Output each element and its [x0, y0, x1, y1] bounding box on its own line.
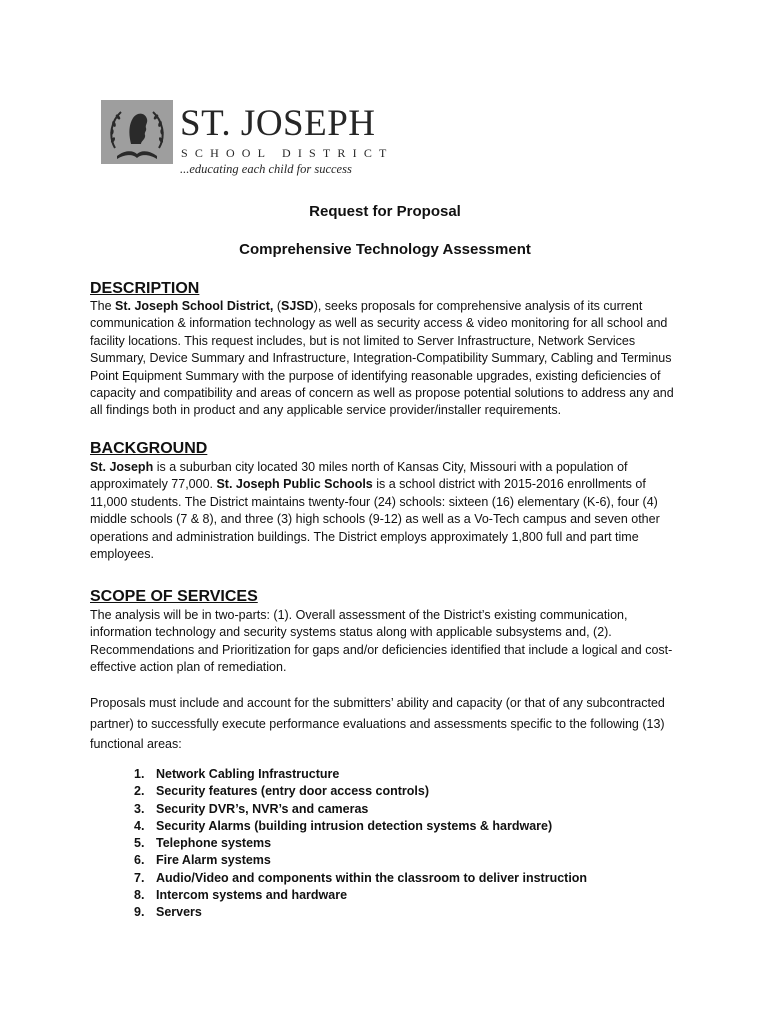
background-bold-city: St. Joseph — [90, 460, 154, 474]
list-item-label: Security DVR’s, NVR’s and cameras — [156, 801, 369, 816]
list-item-number: 3. — [134, 801, 145, 816]
list-item — [134, 852, 587, 869]
functional-areas-list — [134, 766, 587, 922]
logo-subtitle: SCHOOL DISTRICT — [181, 146, 394, 160]
background-text-1: is a suburban city located 30 miles north of Kansas City, Missouri with a population of approximately 77,000. — [90, 460, 628, 492]
description-heading: DESCRIPTION — [90, 280, 200, 297]
list-item-number: 1. — [134, 767, 145, 781]
document-subtitle: Comprehensive Technology Assessment — [239, 241, 531, 258]
list-item-label: Security features (entry door access controls) — [156, 784, 430, 799]
description-bold-sjsd: SJSD — [281, 299, 314, 313]
list-item — [134, 904, 587, 921]
list-item-label: Audio/Video and components within the classroom to deliver instruction — [156, 870, 588, 885]
scope-paragraph-1: The analysis will be in two-parts: (1). Overall assessment of the District’s existing communication, information technology and security systems status along with applicable subsystems and, (2). Recommendations and Prioritization for gaps and/or deficiencies identified that include a logical and cost-effective action plan of remediation. — [90, 608, 673, 675]
list-item — [134, 801, 587, 818]
background-heading: BACKGROUND — [90, 440, 208, 457]
description-text-1: The — [90, 299, 116, 313]
list-item — [134, 887, 587, 904]
description-text-2: ( — [273, 299, 282, 313]
list-item — [134, 766, 587, 783]
list-item-number: 7. — [134, 870, 145, 885]
list-item — [134, 870, 587, 887]
logo-name: ST. JOSEPH — [180, 103, 376, 144]
list-item-label: Telephone systems — [156, 836, 272, 851]
list-item-label: Fire Alarm systems — [156, 853, 271, 868]
scope-paragraph-2: Proposals must include and account for the submitters’ ability and capacity (or that of any subcontracted partner) to successfully execute performance evaluations and assessments specific to the following (13) functional areas: — [90, 696, 665, 751]
list-item-label: Network Cabling Infrastructure — [156, 767, 340, 781]
district-logo — [101, 100, 401, 180]
list-item — [134, 783, 587, 800]
document-title: Request for Proposal — [309, 203, 461, 220]
list-item-number: 6. — [134, 853, 145, 868]
list-item-number: 5. — [134, 836, 145, 851]
background-paragraph — [90, 459, 682, 563]
background-text-2: is a school district with 2015-2016 enrollments of 11,000 students. The District maintains twenty-four (24) schools: sixteen (16) elementary (K-6), four (4) middle schools (7 & 8), and three (3) high schools (9-12) as well as a Vo-Tech campus and seven other operations and administration buildings. The District employs approximately 1,800 full and part time employees. — [90, 477, 660, 562]
description-paragraph — [90, 298, 682, 420]
description-bold-district: St. Joseph School District, — [115, 299, 274, 313]
background-bold-schools: St. Joseph Public Schools — [216, 477, 373, 492]
list-item-number: 9. — [134, 905, 145, 920]
list-item — [134, 835, 587, 852]
description-text-3: ), seeks proposals for comprehensive analysis of its current communication & information technology as well as security access & video monitoring for all school and facility locations. This request includes, but is not limited to Server Infrastructure, Network Services Summary, Device Summary and Infrastructure, Integration-Compatibility Summary, Cabling and Terminus Point Equipment Summary with the purpose of identifying reasonable upgrades, existing deficiencies of capacity and compatibility and areas of concern as well as propose potential solutions to address any and all findings both in product and any applicable service provider/installer requirements. — [90, 299, 674, 418]
list-item-number: 4. — [134, 818, 145, 833]
list-item-number: 8. — [134, 888, 145, 903]
list-item-number: 2. — [134, 784, 145, 799]
list-item-label: Security Alarms (building intrusion detection systems & hardware) — [156, 818, 553, 833]
list-item-label: Intercom systems and hardware — [156, 888, 348, 903]
list-item — [134, 818, 587, 835]
district-emblem-icon — [101, 100, 173, 164]
list-item-label: Servers — [156, 905, 202, 920]
scope-heading: SCOPE OF SERVICES — [90, 588, 258, 605]
logo-tagline: ...educating each child for success — [180, 162, 352, 176]
